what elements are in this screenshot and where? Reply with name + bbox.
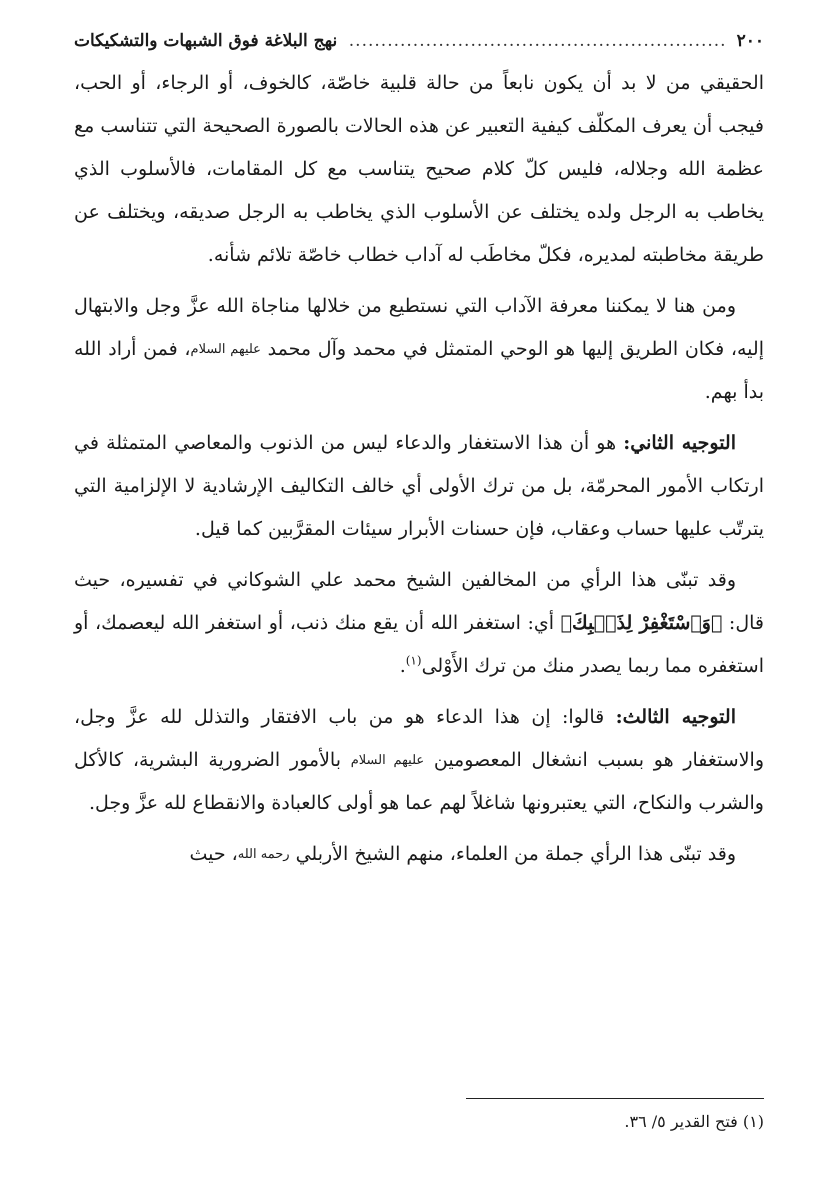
footnotes xyxy=(74,1108,764,1136)
paragraph-text: ، فمن أراد الله بدأ بهم. xyxy=(74,338,764,403)
running-header xyxy=(74,26,764,56)
paragraph-text: الحقيقي من لا بد أن يكون نابعاً من حالة قلبية خاصّة، كالخوف، أو الرجاء، أو الحب، فيجب أن يعرف المكلّف كيفية التعبير عن هذه الحالات بالصورة الصحيحة التي تتناسب مع عظمة الله وجلاله، فليس كلّ كلام صحيح يتناسب مع كل المقامات، فالأسلوب الذي يخاطب به الرجل ولده يختلف عن الأسلوب الذي يخاطب به الرجل صديقه، ويختلف عن طريقة مخاطبته لمديره، فكلّ مخاطَب له آداب خطاب خاصّة تلائم شأنه. xyxy=(74,72,764,266)
paragraph xyxy=(74,62,764,277)
honorific-symbol: عليهم السلام xyxy=(350,753,425,768)
paragraph-text: قالوا: إن هذا الدعاء هو من باب الافتقار والتذلل لله عزَّ وجل، والاستغفار هو بسبب انشغال المعصومين xyxy=(74,706,765,771)
body-text xyxy=(74,62,764,876)
footnote-divider xyxy=(466,1098,764,1099)
footnote-item: (١) فتح القدير ٥/ ٣٦. xyxy=(624,1112,764,1131)
paragraph xyxy=(74,833,764,876)
paragraph xyxy=(74,559,764,688)
paragraph-text: وقد تبنّى هذا الرأي جملة من العلماء، منهم الشيخ الأربلي xyxy=(295,843,736,865)
paragraph-text: وقد تبنّى هذا الرأي من المخالفين الشيخ محمد علي الشوكاني في تفسيره، حيث قال: xyxy=(74,569,764,634)
honorific-symbol: عليهم السلام xyxy=(190,342,261,357)
paragraph xyxy=(74,422,764,551)
paragraph-text: ومن هنا لا يمكننا معرفة الآداب التي نستطيع من خلالها مناجاة الله عزَّ وجل والابتهال إليه، فكان الطريق إليها هو الوحي المتمثل في محمد وآل محمد xyxy=(74,295,764,360)
page-number: ٢٠٠ xyxy=(736,31,764,51)
paragraph xyxy=(74,285,764,414)
quran-verse: ﴿وَٱسْتَغْفِرْ لِذَنۢبِكَ﴾ xyxy=(560,612,723,634)
book-title: نهج البلاغة فوق الشبهات والتشكيكات xyxy=(74,31,338,51)
paragraph-text: بالأمور الضرورية البشرية، كالأكل والشرب والنكاح، التي يعتبرونها شاغلاً لهم عما هو أولى كالعبادة والانقطاع لله عزَّ وجل. xyxy=(74,749,764,814)
honorific-symbol: رحمه الله xyxy=(237,847,290,862)
book-page xyxy=(74,26,764,884)
paragraph-text: . xyxy=(399,655,406,677)
section-lead: التوجيه الثاني: xyxy=(623,432,737,454)
header-leader-dots xyxy=(347,26,726,56)
paragraph-text: ، حيث xyxy=(189,843,238,865)
footnote-reference[interactable]: (١) xyxy=(405,653,422,668)
paragraph xyxy=(74,696,764,825)
paragraph-text: هو أن هذا الاستغفار والدعاء ليس من الذنوب والمعاصي المتمثلة في ارتكاب الأمور المحرمّة، بل من ترك الأولى أي خالف التكاليف الإرشادية لا الإلزامية التي يترتّب عليها حساب وعقاب، فإن حسنات الأبرار سيئات المقرَّبين كما قيل. xyxy=(74,432,764,540)
paragraph-text: أي: استغفر الله أن يقع منك ذنب، أو استغفر الله ليعصمك، أو استغفره مما ربما يصدر منك من ترك الأَوْلى xyxy=(74,612,764,677)
section-lead: التوجيه الثالث: xyxy=(615,706,736,728)
